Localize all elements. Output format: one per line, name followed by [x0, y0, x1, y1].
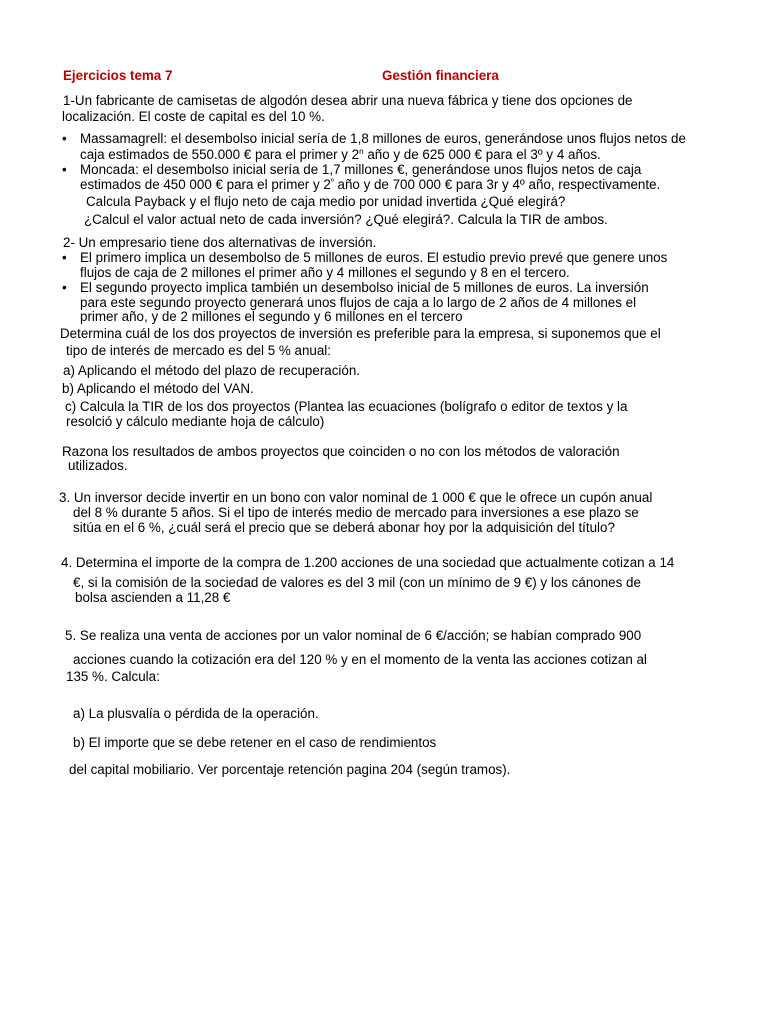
ex5-line3: 135 %. Calcula:	[66, 669, 160, 684]
ex4-line3: bolsa ascienden a 11,28 €	[75, 590, 231, 605]
ex2-project2-line1: El segundo proyecto implica también un desembolso inicial de 5 millones de euros. La inversión	[80, 280, 649, 295]
ex2-part-a: a) Aplicando el método del plazo de recuperación.	[63, 363, 361, 378]
ex2-project1-line1: El primero implica un desembolso de 5 millones de euros. El estudio previo prevé que genere unos	[80, 250, 668, 265]
ex2-project2-line3: primer año, y de 2 millones el segundo y 6 millones en el tercero	[80, 309, 463, 324]
ex1-option1-line1: Massamagrell: el desembolso inicial sería de 1,8 millones de euros, generándose unos flujos netos de	[80, 131, 686, 146]
bullet-icon: •	[62, 250, 67, 265]
ex3-line1: 3. Un inversor decide invertir en un bono con valor nominal de 1 000 € que le ofrece un cupón anual	[59, 490, 653, 505]
ex1-option2-line2: estimados de 450 000 € para el primer y $2^º$ año y de 700 000 € para 3r y 4º año, respectivamente.	[80, 177, 661, 192]
ex5-part-a: a) La plusvalía o pérdida de la operación.	[73, 706, 319, 721]
ex2-part-c-line2: resolció y cálculo mediante hoja de cálculo)	[66, 414, 325, 429]
ex2-reason-line1: Razona los resultados de ambos proyectos que coinciden o no con los métodos de valoración	[62, 444, 620, 459]
ex2-determine-line1: Determina cuál de los dos proyectos de inversión es preferible para la empresa, si suponemos que el	[60, 326, 661, 341]
ex2-project1-line2: flujos de caja de 2 millones el primer año y 4 millones el segundo y 8 en el tercero.	[80, 265, 570, 280]
ex2-project2-line2: para este segundo proyecto generará unos flujos de caja a lo largo de 2 años de 4 millones el	[80, 295, 637, 310]
ex4-line1: 4. Determina el importe de la compra de 1.200 acciones de una sociedad que actualmente cotizan a 14	[61, 555, 675, 570]
ex1-option2-line1: Moncada: el desembolso inicial sería de 1,7 millones €, generándose unos flujos netos de caja	[80, 162, 642, 177]
ex1-option1-line2: caja estimados de 550.000 € para el primer y 2$^n$ año y de 625 000 € para el 3º y 4 años.	[80, 147, 601, 162]
header-right: Gestión financiera	[382, 68, 499, 83]
ex4-line2: €, si la comisión de la sociedad de valores es del 3 mil (con un mínimo de 9 €) y los cánones de	[73, 575, 641, 590]
ex3-line2: del 8 % durante 5 años. Si el tipo de interés medio de mercado para inversiones a ese plazo se	[73, 505, 639, 520]
ex3-line3: sitúa en el 6 %, ¿cuál será el precio que se deberá abonar hoy por la adquisición del título?	[73, 520, 615, 535]
ex5-line2: acciones cuando la cotización era del 120 % y en el momento de la venta las acciones cotizan al	[73, 652, 647, 667]
header-left: Ejercicios tema 7	[63, 68, 173, 83]
ex5-part-b-line1: b) El importe que se debe retener en el caso de rendimientos	[73, 735, 437, 750]
ex1-question2: ¿Calcul el valor actual neto de cada inversión? ¿Qué elegirá?. Calcula la TIR de ambos.	[84, 212, 608, 227]
bullet-icon: •	[62, 280, 67, 295]
ex2-intro: 2- Un empresario tiene dos alternativas de inversión.	[63, 235, 377, 250]
bullet-icon: •	[62, 162, 67, 177]
ex5-line1: 5. Se realiza una venta de acciones por un valor nominal de 6 €/acción; se habían comprado 900	[65, 628, 642, 643]
ex2-reason-line2: utilizados.	[68, 458, 128, 473]
ex2-part-c-line1: c) Calcula la TIR de los dos proyectos (Plantea las ecuaciones (bolígrafo o editor de textos y la	[65, 399, 628, 414]
ex1-intro-line2: localización. El coste de capital es del 10 %.	[62, 109, 325, 124]
ex5-part-b-line2: del capital mobiliario. Ver porcentaje retención pagina 204 (según tramos).	[69, 762, 511, 777]
ex2-part-b: b) Aplicando el método del VAN.	[62, 381, 254, 396]
ex1-question1: Calcula Payback y el flujo neto de caja medio por unidad invertida ¿Qué elegirá?	[86, 194, 566, 209]
bullet-icon: •	[62, 131, 67, 146]
ex1-intro-line1: 1-Un fabricante de camisetas de algodón desea abrir una nueva fábrica y tiene dos opciones de	[63, 93, 633, 108]
ex2-determine-line2: tipo de interés de mercado es del 5 % anual:	[66, 343, 332, 358]
